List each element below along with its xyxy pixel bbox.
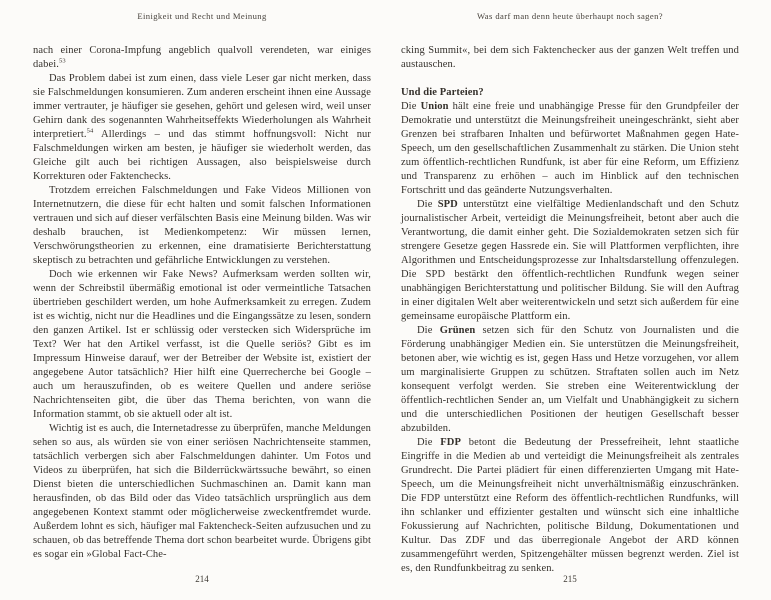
text-run: nach einer Corona-Impfung angeblich qualvoll verendeten, war einiges dabei. [33,45,371,70]
text-run: Doch wie erkennen wir Fake News? Aufmerksam werden sollten wir, wenn der Schreibstil übermäßig emotional ist oder vermeintliche Tatsachen übertrieben geschildert werden, um hohe Aufmerksamkeit zu erregen. Zudem ist es wichtig, nicht nur die Headlines und die Eingangssätze zu lesen, sondern den ganzen Artikel. Ist er schlüssig oder verstecken sich Widersprüche im Text? Wer hat den Artikel verfasst, ist die Quelle seriös? Gibt es im Impressum Hinweise darauf, wer der Betreiber der Website ist, existiert der angegebene Autor tatsächlich? Hier hilft eine Querrecherche bei Google – auch um herauszufinden, ob es weitere Quellen und andere seriöse Nachrichtenseiten gibt, die über das Thema berichten, von wann die Information stammt, ob sie aktuell oder alt ist. [33,269,371,420]
text-run: Die [417,199,438,210]
text-run: Trotzdem erreichen Falschmeldungen und Fake Videos Millionen von Internetnutzern, die diese für echt halten und somit falschen Informationen vertrauen und sich auf dieser verfälschten Basis eine Meinung bilden. Was wir deshalb brauchen, ist Medienkompetenz: Wir müssen lernen, Verschwörungstheorien zu erkennen, eine dramatisierte Berichterstattung skeptisch zu betrachten und gefährliche Entwicklungen zu verstehen. [33,185,371,266]
text-run: hält eine freie und unabhängige Presse für den Grundpfeiler der Demokratie und unterstützt die Meinungsfreiheit uneingeschränkt, sieht aber Grenzen bei strafbaren Inhalten und befürwortet Maßnahmen gegen Hate-Speech, um den gesellschaftlichen Zusammenhalt zu stärken. Die Union steht zum öffentlich-rechtlichen Rundfunk, ist aber für eine Reform, um Effizienz und Transparenz zu erhöhen – auch im Hinblick auf den technischen Fortschritt und das geänderte Nutzungsverhalten. [401,101,739,196]
text-run: Union [420,101,449,112]
text-run: FDP [440,437,461,448]
page-body-right [401,44,739,576]
text-run: betont die Bedeutung der Pressefreiheit, lehnt staatliche Eingriffe in die Medien ab und verteidigt die Meinungsfreiheit als zentrales Grundrecht. Die Partei plädiert für einen differenzierten Umgang mit Hate-Speech, um die Meinungsfreiheit nicht unverhältnismäßig einzuschränken. Die FDP unterstützt eine Reform des öffentlich-rechtlichen Rundfunks, will ihn schlanker und effizienter gestalten und wünscht sich eine inhaltliche Fokussierung auf Nachrichten, politische Bildung, Dokumentationen und Kultur. Das ZDF und das überregionale Angebot der ARD können zusammengeführt werden, Spitzengehälter müssen begrenzt werden. Ziel ist es, den Rundfunkbeitrag zu senken. [401,437,740,574]
text-run: unterstützt eine vielfältige Medienlandschaft und den Schutz journalistischer Arbeit, verteidigt die Meinungsfreiheit, betont aber auch die Verantwortung, die damit einher geht. Die Sozialdemokraten setzen sich für strengere Gesetze gegen Hassrede ein. Sie will Plattformen verpflichten, ihre Algorithmen und Entscheidungsprozesse zur Inhaltsdarstellung offenzulegen. Die SPD bestärkt den öffentlich-rechtlichen Rundfunk wegen seiner unabhängigen Berichterstattung und politischer Bildung. Sie will den Auftrag in einer digitalen Welt aber weiterentwickeln und setzt sich außerdem für eine gemeinsame europäische Plattform ein. [401,199,739,322]
paragraph [33,72,371,184]
paragraph [401,436,739,576]
text-run: Allerdings – und das stimmt hoffnungsvoll: Nicht nur Falschmeldungen wirken am besten, je häufiger sie wiederholt werden, das Gleiche gilt auch bei richtigen Aussagen, also beispielsweise durch Korrekturen oder Faktenchecks. [33,129,371,182]
text-run: Die [417,437,441,448]
page-right [386,0,771,600]
text-run: Grünen [439,325,476,336]
page-number-left: 214 [195,574,209,584]
text-run: Die [401,101,421,112]
paragraph [401,198,739,324]
text-run: cking Summit«, bei dem sich Faktenchecker aus der ganzen Welt treffen und austauschen. [401,45,739,70]
page-body-left [33,44,371,562]
section-heading [401,86,739,100]
text-run: Wichtig ist es auch, die Internetadresse zu überprüfen, manche Meldungen sehen so aus, als würden sie von einer seriösen Nachrichtenseite stammen, tatsächlich verbergen sich aber Falschmeldungen dahinter. Um Fotos und Videos zu überprüfen, hat sich die Bilderrückwärtssuche bewährt, so einen Dienst bieten die unterschiedlichen Suchmaschinen an. Damit kann man herausfinden, ob das Bild oder das Video tatsächlich ursprünglich aus dem angegebenen Kontext stammt oder möglicherweise zweckentfremdet wurde. Außerdem lohnt es sich, häufiger mal Faktencheck-Seiten aufzusuchen und zu schauen, ob das betreffende Thema dort schon bearbeitet wurde. Übrigens gibt es sogar ein »Global Fact-Che- [33,423,371,560]
footnote-marker: 54 [86,127,94,135]
paragraph [401,44,739,72]
paragraph [33,268,371,422]
page-number-right: 215 [563,574,577,584]
paragraph [33,44,371,72]
paragraph [33,422,371,562]
running-head-right: Was darf man denn heute überhaupt noch sagen? [476,11,663,21]
running-head-left: Einigkeit und Recht und Meinung [137,11,267,21]
text-run: Die [417,325,440,336]
paragraph [401,324,739,436]
footnote-marker: 53 [58,57,66,65]
text-run: setzen sich für den Schutz von Journalisten und die Förderung unabhängiger Medien ein. Sie unterstützen die Meinungsfreiheit, betonen aber, wie wichtig es ist, gegen Hass und Hetze vorzugehen, vor allem um marginalisierte Gruppen zu schützen. Straftaten sollen auch im Netz konsequent verfolgt werden. Sie streben eine Weiterentwicklung der öffentlich-rechtlichen Sender an, um Vielfalt und Unabhängigkeit zu sichern und die unterschiedlichen Positionen der heutigen Gesellschaft besser abzubilden. [401,325,739,434]
text-run: Das Problem dabei ist zum einen, dass viele Leser gar nicht merken, dass sie Falschmeldungen konsumieren. Zum anderen erscheint ihnen eine Aussage immer vertrauter, je häufiger sie gesehen, gehört und gelesen wird, weil unser Gehirn dank des sogenannten Wahrheitseffekts Wiederholungen als Wahrheit interpretiert. [33,73,371,140]
text-run: SPD [437,199,458,210]
paragraph [33,184,371,268]
text-run: Und die Parteien? [401,87,484,98]
paragraph [401,100,739,198]
